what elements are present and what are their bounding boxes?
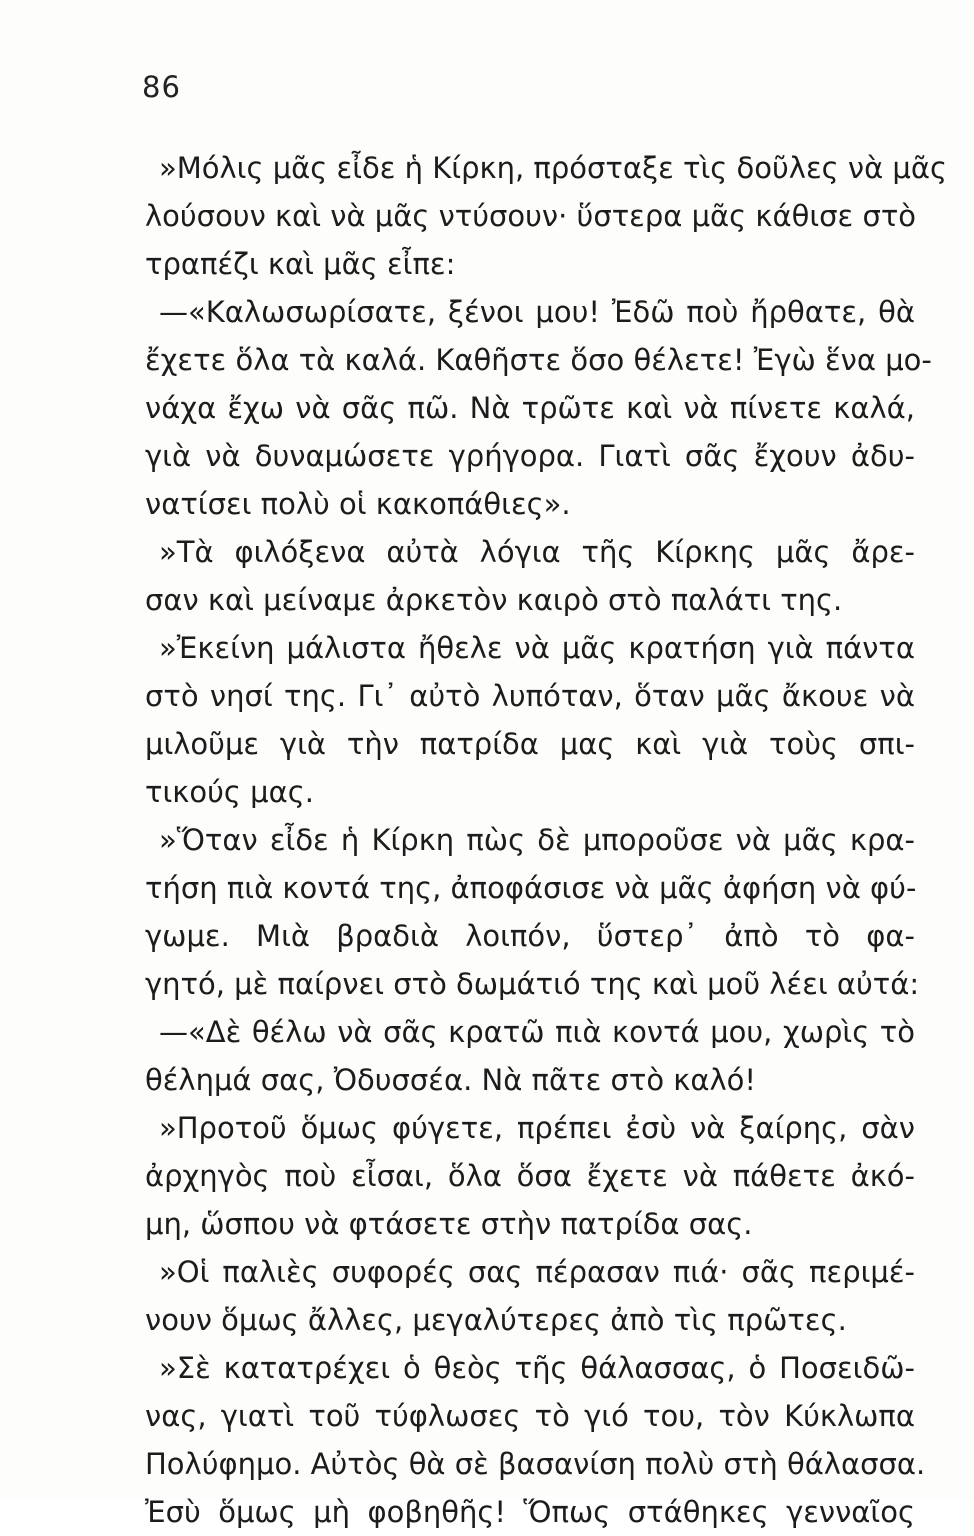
page-number: 86 (142, 70, 181, 104)
body-text (145, 144, 947, 1536)
text-line: σαν καὶ μείναμε ἀρκετὸν καιρὸ στὸ παλάτι της. (145, 583, 843, 617)
text-line: μη, ὥσπου νὰ φτάσετε στὴν πατρίδα σας. (145, 1207, 753, 1241)
text-line: θέλημά σας, Ὀδυσσέα. Νὰ πᾶτε στὸ καλό! (145, 1063, 757, 1097)
text-line: »Ἐκείνη μάλιστα ἤθελε νὰ μᾶς κρατήση γιὰ πάντα (159, 631, 915, 665)
text-line: τικούς μας. (145, 775, 314, 809)
text-line: Ἐσὺ ὅμως μὴ φοβηθῆς! Ὅπως στάθηκες γενναῖος (145, 1495, 915, 1529)
text-line: —«Καλωσωρίσατε, ξένοι μου! Ἐδῶ ποὺ ἤρθατε, θὰ (159, 295, 915, 329)
text-line: νάχα ἔχω νὰ σᾶς πῶ. Νὰ τρῶτε καὶ νὰ πίνετε καλά, (145, 391, 915, 425)
text-line: »Σὲ κατατρέχει ὁ θεὸς τῆς θάλασσας, ὁ Ποσειδῶ- (159, 1351, 915, 1385)
text-line: γιὰ νὰ δυναμώσετε γρήγορα. Γιατὶ σᾶς ἔχουν ἀδυ- (145, 439, 915, 473)
text-line: »Τὰ φιλόξενα αὐτὰ λόγια τῆς Κίρκης μᾶς ἄρε- (159, 535, 915, 569)
text-line: »Μόλις μᾶς εἶδε ἡ Κίρκη, πρόσταξε τὶς δοῦλες νὰ μᾶς (159, 151, 947, 185)
text-line: »Προτοῦ ὅμως φύγετε, πρέπει ἐσὺ νὰ ξαίρης, σὰν (159, 1111, 915, 1145)
text-line: μιλοῦμε γιὰ τὴν πατρίδα μας καὶ γιὰ τοὺς σπι- (145, 727, 915, 761)
text-line: »Οἱ παλιὲς συφορές σας πέρασαν πιά· σᾶς περιμέ- (159, 1255, 915, 1289)
text-line: νατίσει πολὺ οἱ κακοπάθιες». (145, 487, 571, 521)
text-line: —«Δὲ θέλω νὰ σᾶς κρατῶ πιὰ κοντά μου, χωρὶς τὸ (159, 1015, 915, 1049)
text-line: Πολύφημο. Αὐτὸς θὰ σὲ βασανίση πολὺ στὴ θάλασσα. (145, 1447, 926, 1481)
text-line: νας, γιατὶ τοῦ τύφλωσες τὸ γιό του, τὸν Κύκλωπα (145, 1399, 915, 1433)
text-line: τήση πιὰ κοντά της, ἀποφάσισε νὰ μᾶς ἀφήση νὰ φύ- (145, 871, 917, 905)
text-line: στὸ νησί της. Γι᾽ αὐτὸ λυπόταν, ὅταν μᾶς ἄκουε νὰ (145, 679, 915, 713)
text-line: γητό, μὲ παίρνει στὸ δωμάτιό της καὶ μοῦ λέει αὐτά: (145, 967, 920, 1001)
text-line: ἔχετε ὅλα τὰ καλά. Καθῆστε ὅσο θέλετε! Ἐγὼ ἕνα μο- (145, 343, 932, 377)
text-line: τραπέζι καὶ μᾶς εἶπε: (145, 247, 456, 281)
text-line: νουν ὅμως ἄλλες, μεγαλύτερες ἀπὸ τὶς πρῶτες. (145, 1303, 847, 1337)
text-line: λούσουν καὶ νὰ μᾶς ντύσουν· ὕστερα μᾶς κάθισε στὸ (145, 199, 917, 233)
text-line: »Ὅταν εἶδε ἡ Κίρκη πὼς δὲ μποροῦσε νὰ μᾶς κρα- (159, 823, 915, 857)
text-line: ἀρχηγὸς ποὺ εἶσαι, ὅλα ὅσα ἔχετε νὰ πάθετε ἀκό- (145, 1159, 915, 1193)
text-line: γωμε. Μιὰ βραδιὰ λοιπόν, ὕστερ᾽ ἀπὸ τὸ φα- (145, 919, 915, 953)
